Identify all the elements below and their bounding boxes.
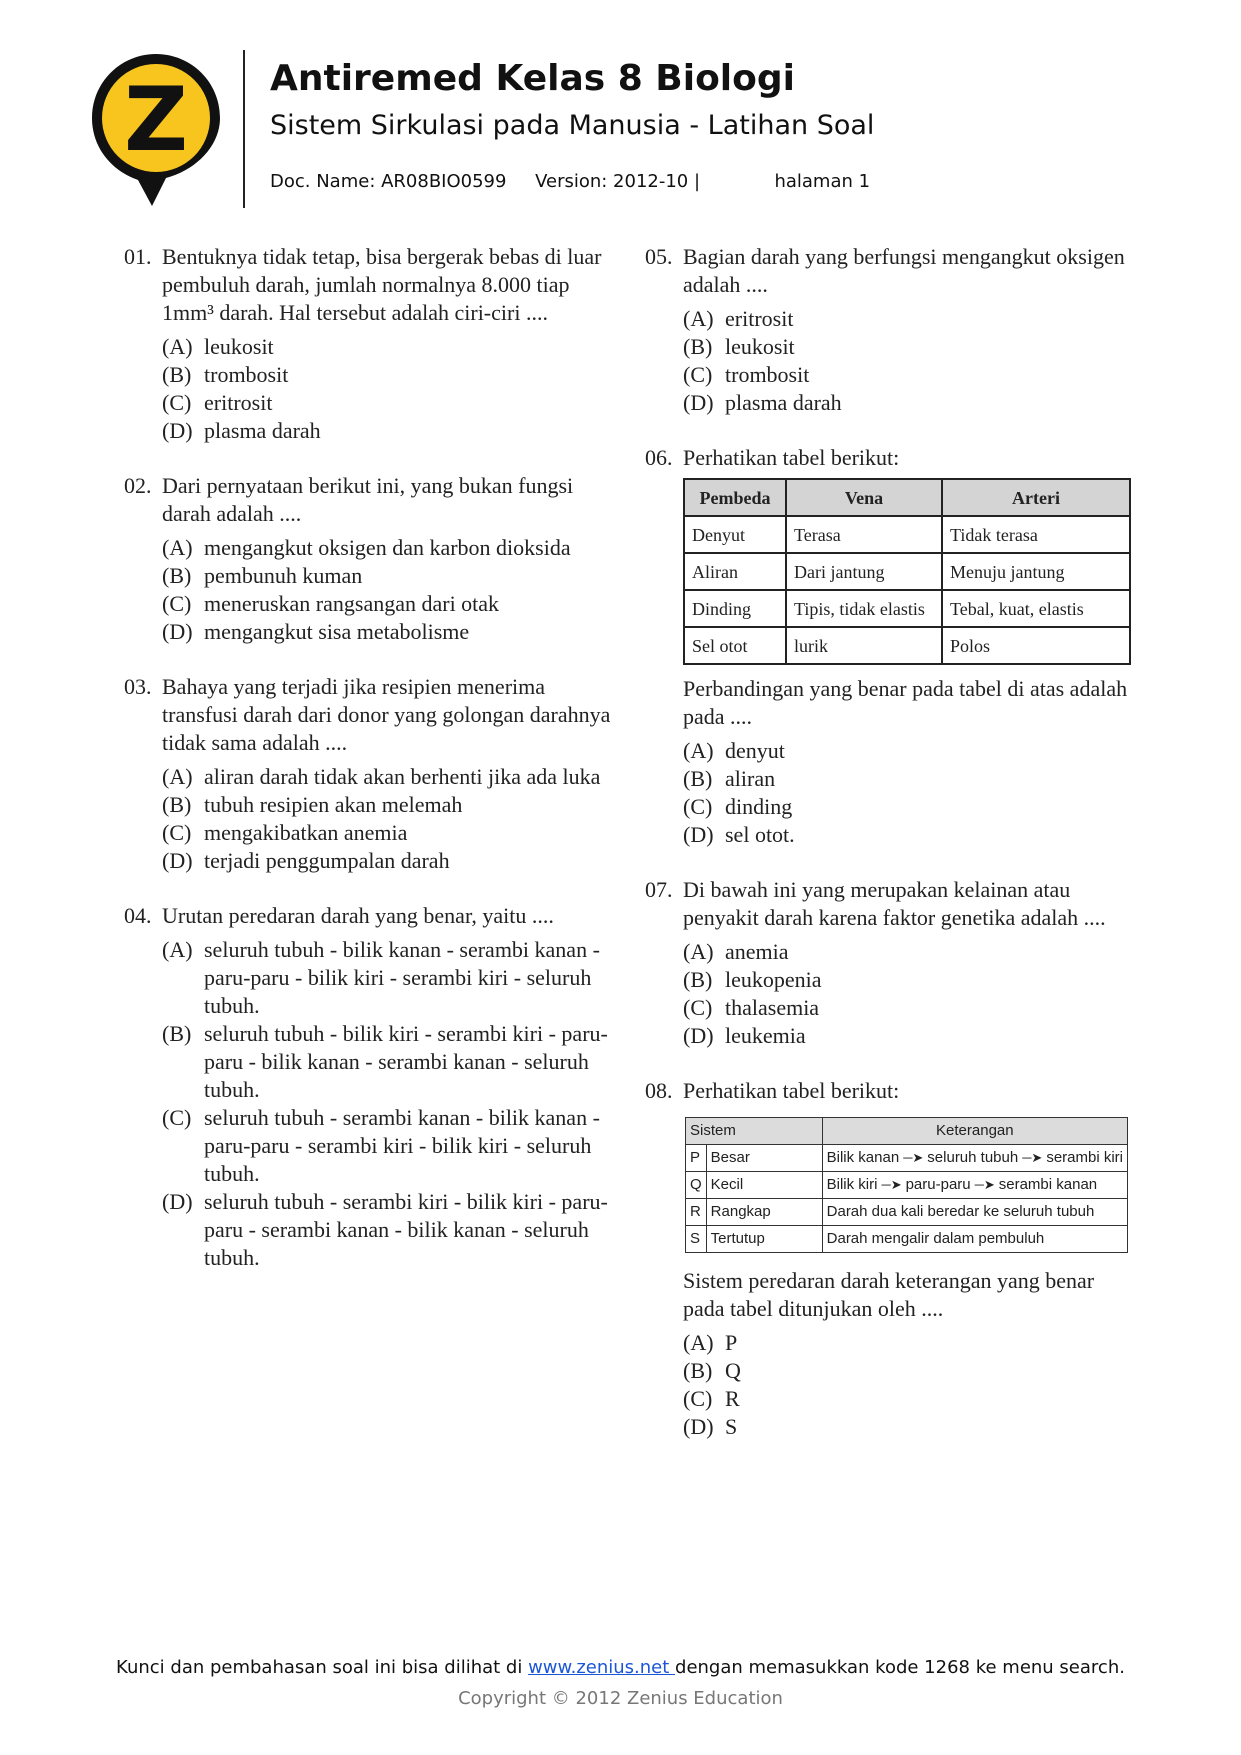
- option-b: [162, 562, 614, 590]
- option-letter: (C): [162, 1105, 192, 1130]
- question-stem-continued: Perbandingan yang benar pada tabel di atas adalah pada ....: [683, 676, 1128, 729]
- option-a: [683, 1329, 1135, 1357]
- cell-part: Bilik kanan: [826, 1149, 900, 1166]
- option-letter: (C): [162, 591, 192, 616]
- option-b: [683, 1357, 1135, 1385]
- question-06: [645, 444, 1135, 849]
- option-c: [162, 1104, 614, 1188]
- table-header-cell: Arteri: [942, 479, 1130, 516]
- table-row: [684, 627, 1130, 664]
- table-cell: Denyut: [684, 516, 786, 553]
- option-text: meneruskan rangsangan dari otak: [204, 591, 500, 616]
- zenius-logo-icon: [86, 50, 226, 210]
- option-text: leukosit: [725, 334, 795, 359]
- table-header-cell: Vena: [786, 479, 942, 516]
- table-row: [684, 516, 1130, 553]
- cell-part: serambi kiri: [1046, 1149, 1123, 1166]
- arrow-right-icon: ─➤: [974, 1177, 995, 1192]
- option-letter: (B): [683, 967, 713, 992]
- option-letter: (D): [683, 1414, 714, 1439]
- option-a: [683, 305, 1135, 333]
- document-header: [0, 0, 1241, 220]
- table-row: [684, 553, 1130, 590]
- question-stem: Bentuknya tidak tetap, bisa bergerak bebas di luar pembuluh darah, jumlah normalnya 8.000 tiap 1mm³ darah. Hal tersebut adalah ciri-ciri ....: [162, 244, 602, 325]
- option-text: P: [725, 1330, 738, 1355]
- table-cell: Darah mengalir dalam pembuluh: [822, 1226, 1127, 1253]
- table-row: [686, 1199, 1128, 1226]
- table-cell: Besar: [706, 1145, 822, 1172]
- question-stem: Bagian darah yang berfungsi mengangkut oksigen adalah ....: [683, 244, 1125, 297]
- option-c: [683, 994, 1135, 1022]
- option-text: Q: [725, 1358, 741, 1383]
- option-text: pembunuh kuman: [204, 563, 363, 588]
- option-letter: (D): [162, 1189, 193, 1214]
- cell-part: seluruh tubuh: [927, 1149, 1019, 1166]
- option-c: [683, 793, 1135, 821]
- option-b: [162, 1020, 614, 1104]
- doc-info: [270, 171, 870, 192]
- question-stem-continued: Sistem peredaran darah keterangan yang benar pada tabel ditunjukan oleh ....: [683, 1268, 1095, 1321]
- option-letter: (C): [683, 362, 713, 387]
- table-cell: Dinding: [684, 590, 786, 627]
- table-cell: Rangkap: [706, 1199, 822, 1226]
- question-03: [124, 673, 614, 875]
- option-b: [683, 966, 1135, 994]
- doc-name: Doc. Name: AR08BIO0599: [270, 171, 507, 192]
- question-stem: Urutan peredaran darah yang benar, yaitu ....: [162, 903, 554, 928]
- option-text: leukemia: [725, 1023, 806, 1048]
- option-letter: (A): [683, 306, 714, 331]
- question-08: [645, 1077, 1135, 1441]
- option-d: [162, 847, 614, 875]
- right-column: [645, 243, 1135, 1468]
- option-text: eritrosit: [725, 306, 794, 331]
- footer-suffix: dengan memasukkan kode 1268 ke menu search.: [675, 1657, 1125, 1678]
- option-letter: (A): [162, 764, 193, 789]
- option-d: [683, 389, 1135, 417]
- question-stem: Perhatikan tabel berikut:: [683, 445, 900, 470]
- header-divider: [243, 50, 245, 208]
- option-c: [683, 361, 1135, 389]
- question-stem: Perhatikan tabel berikut:: [683, 1078, 900, 1103]
- table-cell: Tipis, tidak elastis: [786, 590, 942, 627]
- option-b: [162, 791, 614, 819]
- option-b: [683, 333, 1135, 361]
- zenius-link[interactable]: www.zenius.net: [528, 1657, 676, 1678]
- option-letter: (A): [683, 738, 714, 763]
- arrow-right-icon: ─➤: [1022, 1150, 1043, 1165]
- option-text: seluruh tubuh - bilik kanan - serambi kanan - paru-paru - bilik kiri - serambi kiri - seluruh tubuh.: [204, 937, 600, 1018]
- option-letter: (B): [162, 563, 192, 588]
- option-c: [162, 389, 614, 417]
- footer-prefix: Kunci dan pembahasan soal ini bisa dilihat di: [116, 1657, 529, 1678]
- option-d: [683, 1413, 1135, 1441]
- option-text: terjadi penggumpalan darah: [204, 848, 450, 873]
- option-text: leukopenia: [725, 967, 822, 992]
- vena-arteri-table: [683, 478, 1131, 665]
- table-row: [684, 590, 1130, 627]
- option-a: [162, 534, 614, 562]
- option-text: eritrosit: [204, 390, 273, 415]
- cell-part: Bilik kiri: [826, 1176, 878, 1193]
- question-stem: Di bawah ini yang merupakan kelainan atau penyakit darah karena faktor genetika adalah ....: [683, 877, 1106, 930]
- question-number: 04.: [124, 903, 152, 928]
- option-letter: (D): [162, 418, 193, 443]
- table-cell: Kecil: [706, 1172, 822, 1199]
- question-04: [124, 902, 614, 1272]
- table-cell: [822, 1172, 1127, 1199]
- row-id: R: [686, 1199, 707, 1226]
- option-b: [162, 361, 614, 389]
- question-number: 06.: [645, 445, 673, 470]
- question-number: 07.: [645, 877, 673, 902]
- table-cell: Tertutup: [706, 1226, 822, 1253]
- option-text: seluruh tubuh - serambi kanan - bilik kanan - paru-paru - serambi kiri - bilik kiri - seluruh tubuh.: [204, 1105, 600, 1186]
- option-letter: (A): [683, 939, 714, 964]
- option-letter: (D): [683, 390, 714, 415]
- option-text: thalasemia: [725, 995, 820, 1020]
- option-text: dinding: [725, 794, 793, 819]
- page-title: Antiremed Kelas 8 Biologi: [270, 58, 795, 99]
- option-letter: (A): [683, 1330, 714, 1355]
- option-d: [683, 821, 1135, 849]
- question-number: 01.: [124, 244, 152, 269]
- doc-version: Version: 2012-10 |: [535, 171, 701, 192]
- question-01: [124, 243, 614, 445]
- option-text: mengangkut sisa metabolisme: [204, 619, 470, 644]
- option-letter: (D): [162, 848, 193, 873]
- option-text: anemia: [725, 939, 789, 964]
- sistem-peredaran-table: [685, 1117, 1128, 1253]
- question-05: [645, 243, 1135, 417]
- option-text: mengangkut oksigen dan karbon dioksida: [204, 535, 571, 560]
- option-text: sel otot.: [725, 822, 795, 847]
- option-a: [162, 763, 614, 791]
- option-text: mengakibatkan anemia: [204, 820, 408, 845]
- option-text: trombosit: [204, 362, 289, 387]
- option-a: [162, 333, 614, 361]
- footer-note: [0, 1657, 1241, 1678]
- question-number: 03.: [124, 674, 152, 699]
- question-stem: Bahaya yang terjadi jika resipien menerima transfusi darah dari donor yang golongan darahnya tidak sama adalah ....: [162, 674, 611, 755]
- option-letter: (B): [162, 792, 192, 817]
- option-d: [683, 1022, 1135, 1050]
- option-d: [162, 417, 614, 445]
- option-c: [683, 1385, 1135, 1413]
- option-letter: (C): [683, 1386, 713, 1411]
- option-letter: (B): [162, 1021, 192, 1046]
- question-number: 08.: [645, 1078, 673, 1103]
- table-header-cell: Keterangan: [822, 1118, 1127, 1145]
- option-letter: (A): [162, 535, 193, 560]
- option-letter: (B): [683, 766, 713, 791]
- row-id: Q: [686, 1172, 707, 1199]
- table-cell: Dari jantung: [786, 553, 942, 590]
- question-number: 05.: [645, 244, 673, 269]
- arrow-right-icon: ─➤: [881, 1177, 902, 1192]
- option-a: [162, 936, 614, 1020]
- cell-part: paru-paru: [905, 1176, 971, 1193]
- option-text: tubuh resipien akan melemah: [204, 792, 463, 817]
- option-letter: (B): [683, 1358, 713, 1383]
- option-letter: (B): [162, 362, 192, 387]
- option-a: [683, 737, 1135, 765]
- option-text: S: [725, 1414, 738, 1439]
- table-row: [686, 1226, 1128, 1253]
- table-header-cell: Sistem: [686, 1118, 823, 1145]
- option-letter: (C): [162, 820, 192, 845]
- question-number: 02.: [124, 473, 152, 498]
- table-row: [686, 1172, 1128, 1199]
- table-cell: Polos: [942, 627, 1130, 664]
- option-text: trombosit: [725, 362, 810, 387]
- option-text: plasma darah: [204, 418, 321, 443]
- option-letter: (C): [162, 390, 192, 415]
- table-row: [686, 1145, 1128, 1172]
- table-cell: Aliran: [684, 553, 786, 590]
- table-cell: Menuju jantung: [942, 553, 1130, 590]
- left-column: [124, 243, 614, 1299]
- cell-part: serambi kanan: [998, 1176, 1098, 1193]
- option-letter: (A): [162, 334, 193, 359]
- option-text: aliran darah tidak akan berhenti jika ada luka: [204, 764, 601, 789]
- copyright: Copyright © 2012 Zenius Education: [458, 1688, 783, 1709]
- table-header-row: [686, 1118, 1128, 1145]
- table-header-row: [684, 479, 1130, 516]
- option-letter: (D): [683, 1023, 714, 1048]
- option-b: [683, 765, 1135, 793]
- option-letter: (D): [683, 822, 714, 847]
- option-text: seluruh tubuh - serambi kiri - bilik kiri - paru-paru - serambi kanan - bilik kanan - seluruh tubuh.: [204, 1189, 608, 1270]
- arrow-right-icon: ─➤: [903, 1150, 924, 1165]
- question-02: [124, 472, 614, 646]
- page-subtitle: Sistem Sirkulasi pada Manusia - Latihan Soal: [270, 110, 875, 141]
- option-letter: (D): [162, 619, 193, 644]
- page-number: halaman 1: [774, 171, 871, 192]
- question-stem: Dari pernyataan berikut ini, yang bukan fungsi darah adalah ....: [162, 473, 574, 526]
- option-letter: (B): [683, 334, 713, 359]
- option-text: seluruh tubuh - bilik kiri - serambi kiri - paru-paru - bilik kanan - serambi kanan - seluruh tubuh.: [204, 1021, 608, 1102]
- option-text: R: [725, 1386, 740, 1411]
- option-c: [162, 819, 614, 847]
- option-letter: (C): [683, 794, 713, 819]
- logo-letter: Z: [124, 68, 188, 171]
- table-cell: Tidak terasa: [942, 516, 1130, 553]
- question-07: [645, 876, 1135, 1050]
- option-letter: (A): [162, 937, 193, 962]
- option-text: aliran: [725, 766, 776, 791]
- table-cell: Terasa: [786, 516, 942, 553]
- option-c: [162, 590, 614, 618]
- table-header-cell: Pembeda: [684, 479, 786, 516]
- table-cell: Sel otot: [684, 627, 786, 664]
- table-cell: Tebal, kuat, elastis: [942, 590, 1130, 627]
- row-id: S: [686, 1226, 707, 1253]
- option-text: leukosit: [204, 334, 274, 359]
- table-cell: lurik: [786, 627, 942, 664]
- option-text: plasma darah: [725, 390, 842, 415]
- option-a: [683, 938, 1135, 966]
- table-cell: [822, 1145, 1127, 1172]
- table-cell: Darah dua kali beredar ke seluruh tubuh: [822, 1199, 1127, 1226]
- option-text: denyut: [725, 738, 785, 763]
- option-d: [162, 618, 614, 646]
- option-letter: (C): [683, 995, 713, 1020]
- option-d: [162, 1188, 614, 1272]
- row-id: P: [686, 1145, 707, 1172]
